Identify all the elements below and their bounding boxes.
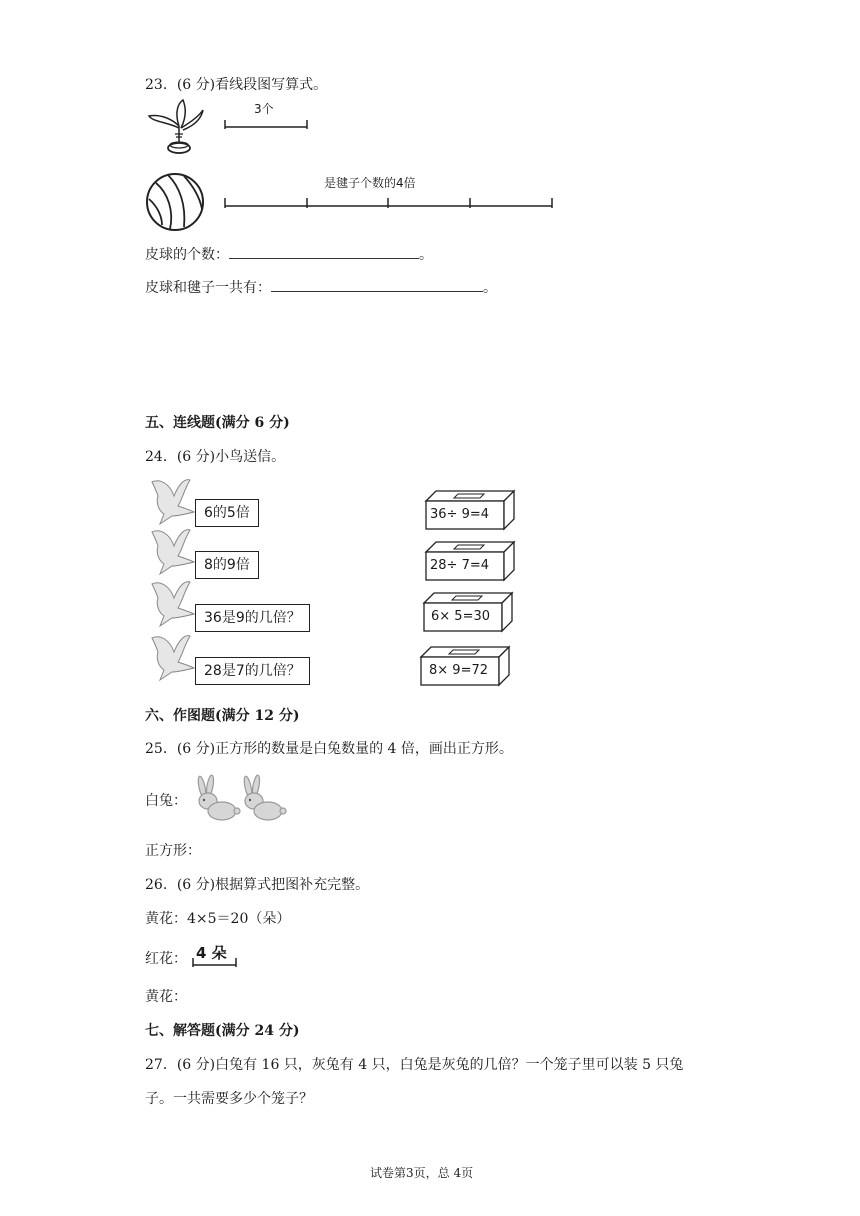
dove-icon bbox=[150, 526, 196, 576]
ball-count-end: 。 bbox=[419, 247, 433, 263]
segment-label-shuttlecock: 3个 bbox=[254, 102, 274, 116]
dove-icon bbox=[150, 476, 196, 526]
ball-icon bbox=[144, 171, 206, 233]
total-end: 。 bbox=[483, 280, 497, 296]
q23-title: 23．(6 分)看线段图写算式。 bbox=[145, 77, 328, 93]
segment-ball bbox=[222, 195, 556, 211]
letter-card-3[interactable]: 36是9的几倍？ bbox=[195, 604, 310, 632]
segment-shuttlecock bbox=[222, 118, 312, 132]
q26-title: 26．(6 分)根据算式把图补充完整。 bbox=[145, 877, 370, 893]
yellow-flower-label: 黄花： bbox=[145, 989, 187, 1005]
shuttlecock-icon bbox=[145, 96, 207, 158]
mailbox-label: 28÷ 7=4 bbox=[430, 558, 490, 573]
q24-title: 24．(6 分)小鸟送信。 bbox=[145, 449, 286, 465]
segment-label-ball: 是毽子个数的4倍 bbox=[324, 176, 416, 190]
ball-count-answer-blank[interactable] bbox=[229, 246, 419, 259]
total-label: 皮球和毽子一共有： bbox=[145, 280, 271, 296]
letter-card-4[interactable]: 28是7的几倍？ bbox=[195, 657, 310, 685]
red-flower-label: 红花： bbox=[145, 951, 187, 967]
red-flower-segment-label: 4 朵 bbox=[196, 944, 227, 962]
section-7-title: 七、解答题(满分 24 分) bbox=[145, 1023, 300, 1039]
rabbit-icon bbox=[190, 773, 290, 821]
section-6-title: 六、作图题(满分 12 分) bbox=[145, 708, 300, 724]
square-label: 正方形： bbox=[145, 843, 201, 859]
mailbox-4[interactable] bbox=[419, 645, 511, 687]
mailbox-label: 36÷ 9=4 bbox=[430, 507, 490, 522]
total-answer-blank[interactable] bbox=[271, 279, 483, 292]
letter-card-2[interactable]: 8的9倍 bbox=[195, 551, 259, 579]
ball-count-line bbox=[145, 244, 433, 264]
dove-icon bbox=[150, 578, 196, 628]
mailbox-2[interactable] bbox=[424, 540, 516, 582]
q27-line1: 27．(6 分)白兔有 16 只，灰兔有 4 只，白兔是灰兔的几倍？一个笼子里可以装 5 只兔 bbox=[145, 1057, 684, 1073]
letter-card-1[interactable]: 6的5倍 bbox=[195, 499, 259, 527]
mailbox-label: 8× 9=72 bbox=[429, 663, 489, 678]
rabbit-label: 白兔： bbox=[145, 793, 187, 809]
dove-icon bbox=[150, 632, 196, 682]
red-flower-segment bbox=[190, 957, 240, 969]
ball-count-label: 皮球的个数： bbox=[145, 247, 229, 263]
mailbox-label: 6× 5=30 bbox=[431, 609, 491, 624]
section-5-title: 五、连线题(满分 6 分) bbox=[145, 415, 290, 431]
q27-line2: 子。一共需要多少个笼子？ bbox=[145, 1091, 313, 1107]
q25-title: 25．(6 分)正方形的数量是白兔数量的 4 倍，画出正方形。 bbox=[145, 741, 513, 757]
mailbox-1[interactable] bbox=[424, 489, 516, 531]
total-line bbox=[145, 277, 497, 297]
mailbox-3[interactable] bbox=[422, 591, 514, 633]
page-footer: 试卷第3页，总 4页 bbox=[370, 1166, 474, 1180]
yellow-formula: 黄花：4×5＝20（朵） bbox=[145, 911, 291, 927]
